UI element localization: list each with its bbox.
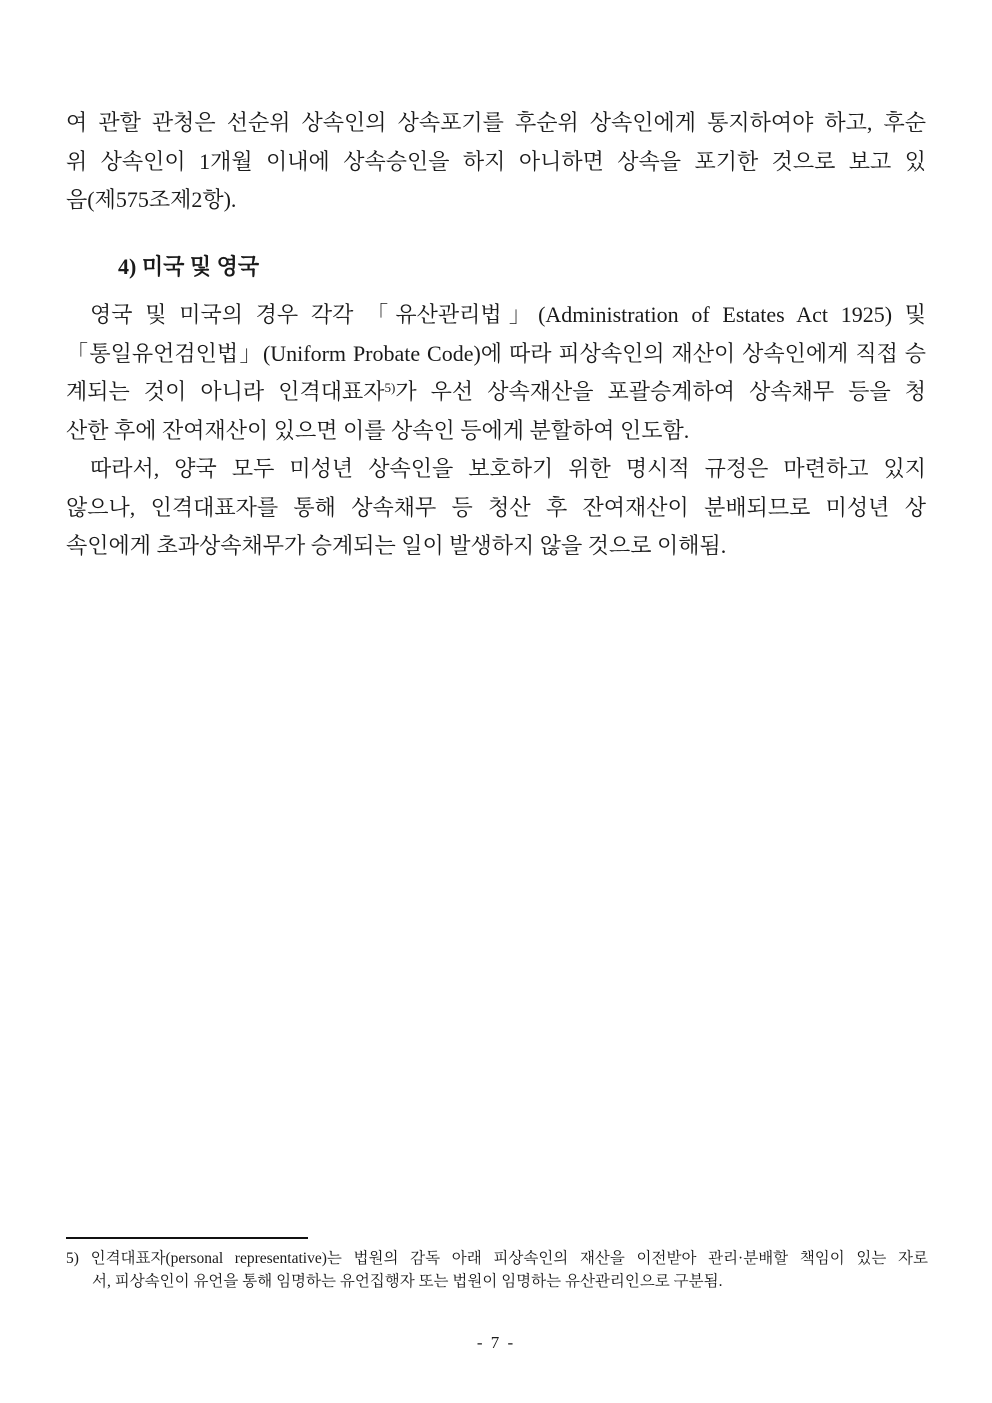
paragraph-conclusion [66,450,926,566]
body-line: 음(제575조제2항). [66,187,237,212]
footnote-ref-5: 5) [384,380,396,395]
body-line: 따라서, 양국 모두 미성년 상속인을 보호하기 위한 명시적 규정은 마련하고 있지 [90,456,926,481]
body-line: 속인에게 초과상속채무가 승계되는 일이 발생하지 않을 것으로 이해됨. [66,533,727,558]
body-line: 산한 후에 잔여재산이 있으면 이를 상속인 등에게 분할하여 인도함. [66,417,690,443]
footnote-line: 서, 피상속인이 유언을 통해 임명하는 유언집행자 또는 법원이 임명하는 유산관리인으로 구분됨. [92,1273,723,1290]
paragraph-probate-law [66,296,926,450]
paragraph-inheritance-renunciation [66,104,926,220]
body-text-segment: 가 우선 상속재산을 포괄승계하여 상속채무 등을 청 [395,379,927,404]
section-heading-us-uk: 4) 미국 및 영국 [118,253,260,279]
footnote-5 [66,1247,928,1293]
body-line-with-footnote-ref [66,373,926,412]
body-line: 않으나, 인격대표자를 통해 상속채무 등 청산 후 잔여재산이 분배되므로 미성년 상 [66,494,926,520]
footnote-line: 5) 인격대표자(personal representative)는 법원의 감독 아래 피상속인의 재산을 이전받아 관리·분배할 책임이 있는 자로 [66,1250,928,1267]
body-line: 영국 및 미국의 경우 각각 「유산관리법」(Administration of Estates Act 1925) 및 [90,302,926,327]
body-line: 위 상속인이 1개월 이내에 상속승인을 하지 아니하면 상속을 포기한 것으로 보고 있 [66,148,926,174]
body-line: 「통일유언검인법」(Uniform Probate Code)에 따라 피상속인의 재산이 상속인에게 직접 승 [66,340,926,366]
body-line: 여 관할 관청은 선순위 상속인의 상속포기를 후순위 상속인에게 통지하여야 하고, 후순 [66,110,926,135]
body-text-segment: 계되는 것이 아니라 인격대표자 [66,379,385,404]
footnote-separator [66,1237,308,1239]
page-number: - 7 - [476,1333,516,1352]
body-text [66,104,926,566]
